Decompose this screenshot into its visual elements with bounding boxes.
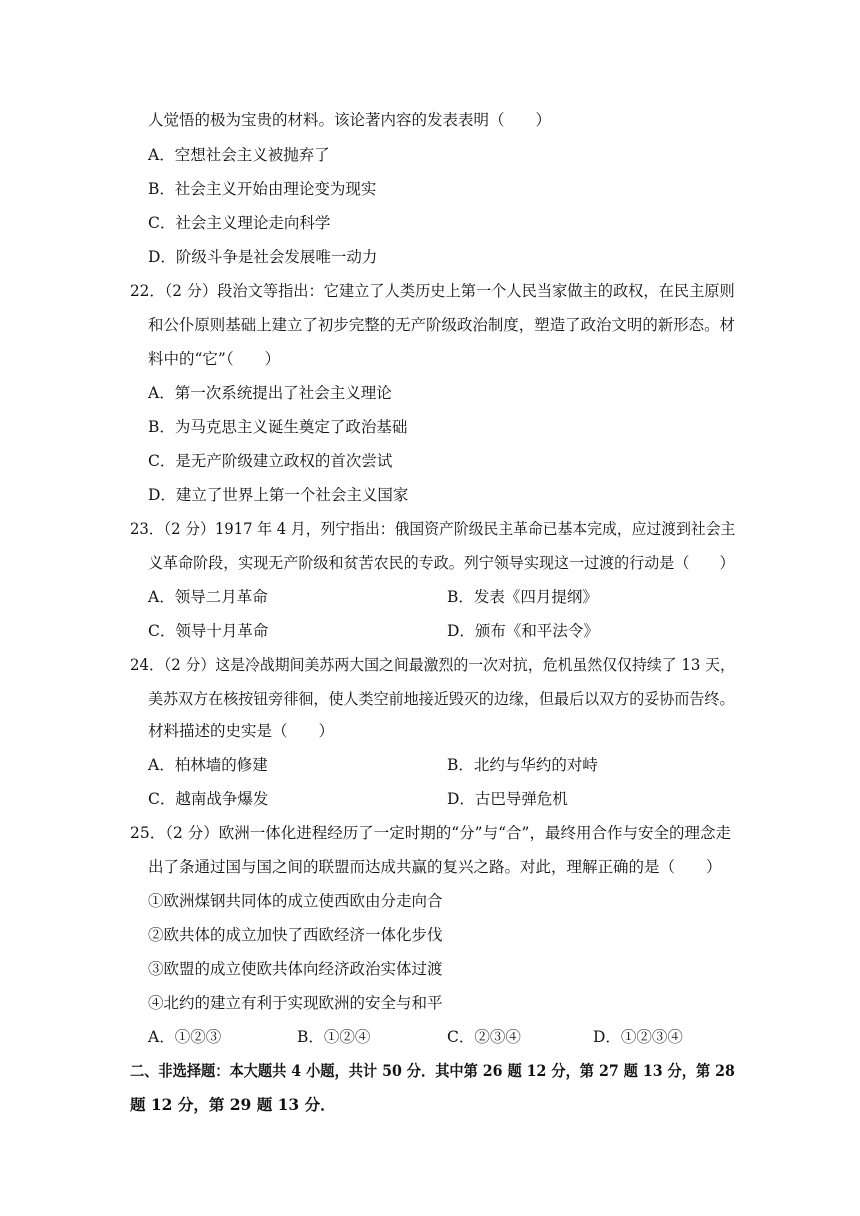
q25-statement-2: ②欧共体的成立加快了西欧经济一体化步伐	[148, 926, 443, 944]
q24-stem-line-1: 24．（2 分）这是冷战期间美苏两大国之间最激烈的一次对抗，危机虽然仅仅持续了 13 天，	[130, 656, 735, 674]
q25-stem-line-2: 出了条通过国与国之间的联盟而达成共赢的复兴之路。对此，理解正确的是（ ）	[148, 858, 722, 876]
q25-option-d: D．①②③④	[593, 1028, 683, 1046]
q25-option-b: B．①②④	[297, 1028, 371, 1046]
q25-statement-3: ③欧盟的成立使欧共体向经济政治实体过渡	[148, 960, 443, 978]
q23-stem-line-1: 23．（2 分）1917 年 4 月，列宁指出：俄国资产阶级民主革命已基本完成，应过渡到社会主	[130, 520, 736, 538]
q22-option-a: A．第一次系统提出了社会主义理论	[148, 384, 392, 402]
q23-option-a: A．领导二月革命	[148, 588, 268, 606]
q24-stem-line-2: 美苏双方在核按钮旁徘徊，使人类空前地接近毁灭的边缘，但最后以双方的妥协而告终。	[148, 690, 735, 708]
q23-option-c: C．领导十月革命	[148, 622, 269, 640]
q21-option-b: B．社会主义开始由理论变为现实	[148, 180, 377, 198]
q24-option-b: B．北约与华约的对峙	[447, 756, 598, 774]
q24-option-d: D．古巴导弹危机	[447, 790, 568, 808]
q22-option-b: B．为马克思主义诞生奠定了政治基础	[148, 418, 408, 436]
q25-stem-line-1: 25．（2 分）欧洲一体化进程经历了一定时期的“分”与“合”，最终用合作与安全的理念走	[130, 824, 731, 842]
q24-stem-line-3: 材料描述的史实是（ ）	[148, 722, 335, 740]
q21-option-d: D．阶级斗争是社会发展唯一动力	[148, 248, 378, 266]
q22-stem-line-2: 和公仆原则基础上建立了初步完整的无产阶级政治制度，塑造了政治文明的新形态。材	[148, 316, 736, 334]
q23-stem-line-2: 义革命阶段，实现无产阶级和贫苦农民的专政。列宁领导实现这一过渡的行动是（ ）	[148, 554, 735, 572]
q23-option-d: D．颁布《和平法令》	[447, 622, 599, 640]
q22-stem-line-1: 22．（2 分）段治文等指出：它建立了人类历史上第一个人民当家做主的政权，在民主原则	[130, 282, 735, 300]
section-2-heading-line-1: 二、非选择题：本大题共 4 小题，共计 50 分．其中第 26 题 12 分，第 27 题 13 分，第 28	[130, 1061, 735, 1080]
section-2-heading-line-2: 题 12 分，第 29 题 13 分．	[130, 1095, 336, 1114]
q21-option-a: A．空想社会主义被抛弃了	[148, 146, 330, 164]
q23-option-b: B．发表《四月提纲》	[447, 588, 598, 606]
q25-statement-4: ④北约的建立有利于实现欧洲的安全与和平	[148, 994, 443, 1012]
q22-option-c: C．是无产阶级建立政权的首次尝试	[148, 452, 393, 470]
q21-stem-continuation: 人觉悟的极为宝贵的材料。该论著内容的发表表明（ ）	[148, 111, 552, 129]
q25-option-a: A．①②③	[148, 1028, 222, 1046]
q22-stem-line-3: 料中的“它”（ ）	[148, 350, 281, 368]
q25-option-c: C．②③④	[447, 1028, 521, 1046]
q24-option-a: A．柏林墙的修建	[148, 756, 268, 774]
q24-option-c: C．越南战争爆发	[148, 790, 269, 808]
q22-option-d: D．建立了世界上第一个社会主义国家	[148, 486, 409, 504]
q21-option-c: C．社会主义理论走向科学	[148, 214, 331, 232]
q25-statement-1: ①欧洲煤钢共同体的成立使西欧由分走向合	[148, 892, 443, 910]
